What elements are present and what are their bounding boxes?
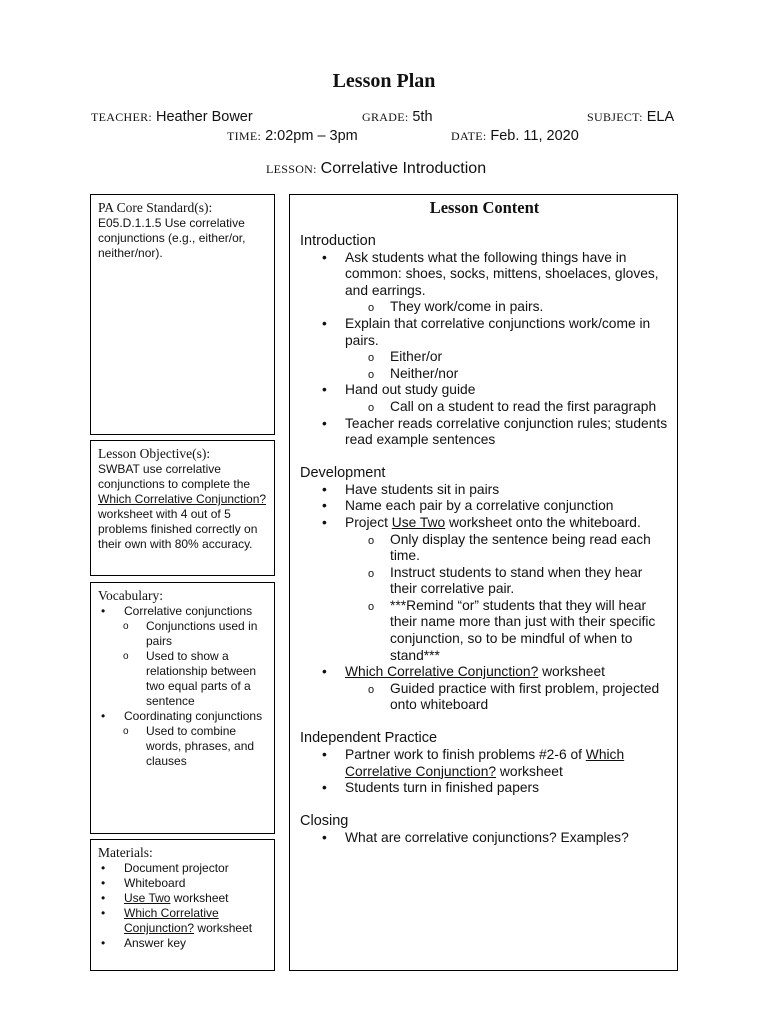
list-item: • Explain that correlative conjunctions work/come in pairs. (300, 316, 669, 349)
materials-list (91, 861, 267, 951)
list-item: • What are correlative conjunctions? Examples? (300, 830, 669, 847)
list-item: • Teacher reads correlative conjunction rules; students read example sentences (300, 416, 669, 449)
list-item: • Name each pair by a correlative conjunction (300, 498, 669, 515)
which-correlative-link: Which Correlative Conjunction? (124, 906, 219, 935)
objective-text-pre: SWBAT use correlative conjunctions to complete the (98, 462, 251, 491)
sub-item: o Guided practice with first problem, projected onto whiteboard (300, 681, 669, 714)
vocabulary-box (90, 582, 275, 834)
material-item (91, 891, 267, 906)
list-item: • Students turn in finished papers (300, 780, 669, 797)
objective-box (90, 440, 275, 576)
closing-heading: Closing (300, 812, 349, 829)
sub-item: o Neither/nor (300, 366, 669, 383)
list-item (300, 515, 669, 532)
subject-value: ELA (646, 109, 675, 125)
list-item (300, 664, 669, 681)
date-label: DATE: (451, 129, 487, 143)
date-field (451, 127, 579, 144)
materials-title: Materials: (98, 845, 153, 860)
vocab-definition: o Conjunctions used in pairs (91, 619, 267, 649)
material-item-rest: worksheet (170, 891, 229, 905)
list-item: • Hand out study guide (300, 382, 669, 399)
closing-list (300, 830, 669, 847)
vocab-term: • Correlative conjunctions (91, 604, 267, 619)
which-correlative-link: Which Correlative Conjunction? (345, 747, 625, 779)
text: Partner work to finish problems #2-6 of (345, 747, 586, 763)
grade-label: GRADE: (362, 110, 409, 124)
lesson-field (266, 160, 486, 178)
time-label: TIME: (227, 129, 262, 143)
time-value: 2:02pm – 3pm (265, 128, 358, 144)
grade-value: 5th (412, 109, 433, 125)
sub-item: o ***Remind “or” students that they will hear their name more than just with their specific conjunction, so to be mindful of when to stand*** (300, 598, 669, 664)
use-two-link: Use Two (391, 514, 446, 530)
sub-item: o They work/come in pairs. (300, 299, 669, 316)
which-correlative-link: Which Correlative Conjunction? (345, 664, 539, 680)
lesson-content-title: Lesson Content (429, 198, 540, 217)
text: Project (345, 514, 392, 530)
text: worksheet (496, 763, 563, 779)
teacher-value: Heather Bower (155, 109, 253, 125)
sub-item: o Either/or (300, 349, 669, 366)
development-list (300, 482, 669, 714)
use-two-link: Use Two (124, 891, 171, 905)
teacher-field (91, 108, 253, 125)
material-item (91, 906, 267, 936)
text: worksheet (538, 664, 605, 680)
sub-item: o Instruct students to stand when they hear their correlative pair. (300, 565, 669, 598)
material-item: • Whiteboard (91, 876, 267, 891)
standards-text: E05.D.1.1.5 Use correlative conjunctions (e.g., either/or, neither/nor). (98, 216, 246, 260)
objective-worksheet-link: Which Correlative Conjunction? (98, 492, 267, 506)
sub-item: o Call on a student to read the first paragraph (300, 399, 669, 416)
objective-text-post: worksheet with 4 out of 5 problems finished correctly on their own with 80% accuracy. (98, 507, 258, 551)
vocabulary-title: Vocabulary: (98, 588, 163, 603)
objective-title: Lesson Objective(s): (98, 446, 211, 461)
material-item: • Answer key (91, 936, 267, 951)
materials-box (90, 839, 275, 971)
text: worksheet onto the whiteboard. (445, 514, 641, 530)
independent-practice-list (300, 747, 669, 797)
date-value: Feb. 11, 2020 (490, 128, 579, 144)
material-item: • Document projector (91, 861, 267, 876)
standards-title: PA Core Standard(s): (98, 200, 213, 215)
lesson-content-box (289, 194, 678, 971)
vocab-definition: o Used to combine words, phrases, and clauses (91, 724, 267, 769)
time-field (227, 127, 358, 144)
introduction-list (300, 250, 669, 449)
independent-practice-heading: Independent Practice (300, 730, 438, 747)
list-item: • Have students sit in pairs (300, 482, 669, 499)
lesson-label: LESSON: (266, 162, 317, 176)
vocab-term: • Coordinating conjunctions (91, 709, 267, 724)
material-item-rest: worksheet (194, 921, 253, 935)
vocabulary-list (91, 604, 267, 769)
list-item (300, 747, 669, 780)
objective-text (98, 462, 267, 552)
vocab-definition: o Used to show a relationship between two equal parts of a sentence (91, 649, 267, 709)
development-heading: Development (300, 464, 386, 481)
lesson-value: Correlative Introduction (320, 160, 487, 177)
list-item: • Ask students what the following things have in common: shoes, socks, mittens, shoelaces, gloves, and earrings. (300, 250, 669, 300)
grade-field (362, 108, 433, 125)
subject-field (587, 108, 674, 125)
sub-item: o Only display the sentence being read each time. (300, 532, 669, 565)
subject-label: SUBJECT: (587, 110, 643, 124)
teacher-label: TEACHER: (91, 110, 153, 124)
page-title: Lesson Plan (332, 70, 436, 92)
standards-box (90, 194, 275, 435)
introduction-heading: Introduction (300, 232, 376, 249)
